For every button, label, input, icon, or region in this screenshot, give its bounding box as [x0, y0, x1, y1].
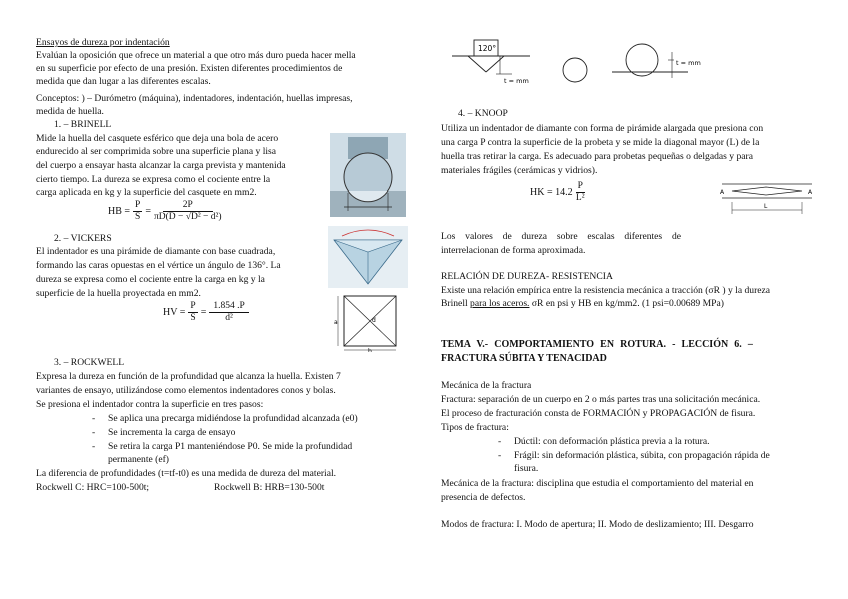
- vickers-pyramid-figure: [328, 226, 408, 288]
- denominator: πD(D − √D² − d²): [153, 212, 222, 222]
- intro-line: medida que dan lugar a las diferentes escalas.: [36, 76, 211, 87]
- numerator: 2P: [163, 200, 213, 212]
- brinell-line: cierto tiempo. La dureza se expresa como el cociente entre la: [36, 174, 271, 185]
- brinell-formula: [108, 200, 222, 223]
- fracture-type: Frágil: sin deformación plástica, súbita, con propagación rápida de: [514, 450, 770, 461]
- brinell-title: 1. – BRINELL: [54, 119, 112, 130]
- rockwell-line: Se presiona el indentador contra la superficie en tres pasos:: [36, 399, 264, 410]
- section-heading: Ensayos de dureza por indentación: [36, 37, 170, 48]
- brinell-line: endurecido al ser comprimida sobre una superficie plana y lisa: [36, 146, 277, 157]
- rockwell-line: variantes de ensayo, utilizándose como elementos indentadores conos y bolas.: [36, 385, 336, 396]
- fraction: [576, 181, 585, 204]
- formula-lhs: HB =: [108, 206, 131, 217]
- fraction: [133, 200, 142, 223]
- relacion-title: RELACIÓN DE DUREZA- RESISTENCIA: [441, 271, 613, 282]
- compare-line: interrelacionan de forma aproximada.: [441, 245, 586, 256]
- fraction: [154, 200, 222, 223]
- equals-sign: =: [200, 307, 207, 318]
- fraction: [209, 301, 248, 324]
- vickers-line: dureza se expresa como el cociente entre la carga en kg y la: [36, 274, 265, 285]
- intro-line: Conceptos: ) – Durómetro (máquina), indentadores, indentación, huellas impresas,: [36, 93, 353, 104]
- depth-label: t = mm: [504, 77, 529, 85]
- rockwell-ball-figure: [612, 38, 722, 84]
- formula-lhs: HV =: [163, 307, 186, 318]
- rockwell-step: Se retira la carga P1 manteniéndose P0. Se mide la profundidad: [108, 441, 353, 452]
- brinell-line: carga aplicada en kg y la superficie del casquete en mm2.: [36, 187, 257, 198]
- relacion-line2-a: Brinell: [441, 298, 471, 309]
- rockwell-scale-c: Rockwell C: HRC=100-500t;: [36, 482, 150, 493]
- vickers-line: El indentador es una pirámide de diamante con base cuadrada,: [36, 246, 276, 257]
- mecanica-def-line: presencia de defectos.: [441, 492, 526, 503]
- brinell-ball-figure: [330, 133, 406, 217]
- vickers-title: 2. – VICKERS: [54, 233, 112, 244]
- numerator: P: [577, 181, 583, 191]
- angle-label: 120°: [478, 44, 497, 53]
- mecanica-line: Tipos de fractura:: [441, 422, 509, 433]
- rockwell-scale-b: Rockwell B: HRB=130-500t: [214, 482, 325, 493]
- mecanica-line: El proceso de fracturación consta de FORMACIÓN y PROPAGACIÓN de fisura.: [441, 408, 756, 419]
- formula-lhs: HK = 14.2: [530, 187, 573, 198]
- relacion-line2: [441, 298, 724, 310]
- rockwell-diff: La diferencia de profundidades (t=tf-t0) es una medida de dureza del material.: [36, 468, 337, 479]
- intro-line: en su superficie por efecto de una presión. Existen diferentes procedimientos de: [36, 63, 343, 74]
- numerator: P: [135, 200, 141, 210]
- rockwell-title: 3. – ROCKWELL: [54, 357, 125, 368]
- vickers-imprint-figure: [334, 292, 406, 352]
- intro-line: Evalúan la oposición que ofrece un material a que otro más duro pueda hacer mella: [36, 50, 356, 61]
- denominator: S: [135, 212, 141, 222]
- dash-bullet: -: [92, 413, 96, 424]
- fracture-type: Dúctil: con deformación plástica previa a la rotura.: [514, 436, 710, 447]
- vickers-line: formando las caras opuestas en el vértice un ángulo de 136°. La: [36, 260, 281, 271]
- mecanica-line: Fractura: separación de un cuerpo en 2 o más partes tras una solicitación mecánica.: [441, 394, 761, 405]
- knoop-formula: [530, 181, 585, 204]
- fracture-type: fisura.: [514, 463, 539, 474]
- numerator: 1.854 .P: [209, 301, 248, 313]
- intro-line: medida de huella.: [36, 106, 104, 117]
- knoop-line: huella tras retirar la carga. Es adecuado para probetas pequeñas o delgadas y para: [441, 151, 754, 162]
- rockwell-cone-figure: [452, 36, 532, 86]
- mecanica-def-line: Mecánica de la fractura: disciplina que estudia el comportamiento del material en: [441, 478, 754, 489]
- rockwell-step: Se aplica una precarga midiéndose la profundidad alcanzada (e0): [108, 413, 358, 424]
- dash-bullet: -: [92, 441, 96, 452]
- tema-heading-line: FRACTURA SÚBITA Y TENACIDAD: [441, 353, 607, 364]
- tema-heading-line: TEMA V.- COMPORTAMIENTO EN ROTURA. - LECCIÓN 6. –: [441, 339, 753, 350]
- denominator: L²: [575, 193, 585, 203]
- knoop-line: Utiliza un indentador de diamante con forma de pirámide alargada que presiona con: [441, 123, 764, 134]
- label-a: A: [720, 189, 725, 196]
- relacion-line: Existe una relación empírica entre la resistencia mecánica a tracción (σR ) y la dureza: [441, 285, 771, 296]
- brinell-line: del cuerpo a ensayar hasta alcanzar la carga prevista y mantenida: [36, 160, 286, 171]
- rockwell-step: permanente (ef): [108, 454, 169, 465]
- rockwell-step: Se incrementa la carga de ensayo: [108, 427, 236, 438]
- dash-bullet: -: [498, 436, 502, 447]
- circle-figure: [560, 56, 592, 84]
- compare-line: Los valores de dureza sobre escalas diferentes de: [441, 231, 681, 242]
- vickers-line: superficie de la huella proyectada en mm2.: [36, 288, 201, 299]
- label-d: d: [372, 317, 376, 324]
- equals-sign: =: [145, 206, 151, 217]
- label-l: L: [764, 203, 768, 210]
- knoop-title: 4. – KNOOP: [458, 108, 508, 119]
- rockwell-line: Expresa la dureza en función de la profundidad que alcanza la huella. Existen 7: [36, 371, 341, 382]
- dash-bullet: -: [498, 450, 502, 461]
- relacion-line2-b: σR en psi y HB en kg/mm2. (1 psi=0.00689 MPa): [529, 298, 724, 309]
- brinell-line: Mide la huella del casquete esférico que deja una bola de acero: [36, 133, 279, 144]
- modos-fractura: Modos de fractura: I. Modo de apertura; II. Modo de deslizamiento; III. Desgarro: [441, 519, 754, 530]
- denominator: d²: [225, 313, 233, 323]
- fraction: [188, 301, 197, 324]
- mecanica-title: Mecánica de la fractura: [441, 380, 532, 391]
- numerator: P: [190, 301, 196, 311]
- ball-depth-label: t = mm: [676, 59, 701, 67]
- dash-bullet: -: [92, 427, 96, 438]
- label-a-right: A: [808, 189, 813, 196]
- knoop-line: una carga P contra la superficie de la probeta y se mide la diagonal mayor (L) de la: [441, 137, 760, 148]
- denominator: S: [190, 313, 196, 323]
- vickers-formula: [163, 301, 249, 324]
- knoop-imprint-figure: [718, 174, 816, 218]
- relacion-line2-underlined: para los aceros.: [470, 298, 530, 309]
- label-b: b: [368, 348, 372, 352]
- knoop-line: materiales frágiles (cerámicas y vidrios).: [441, 165, 598, 176]
- label-a: a: [334, 319, 338, 326]
